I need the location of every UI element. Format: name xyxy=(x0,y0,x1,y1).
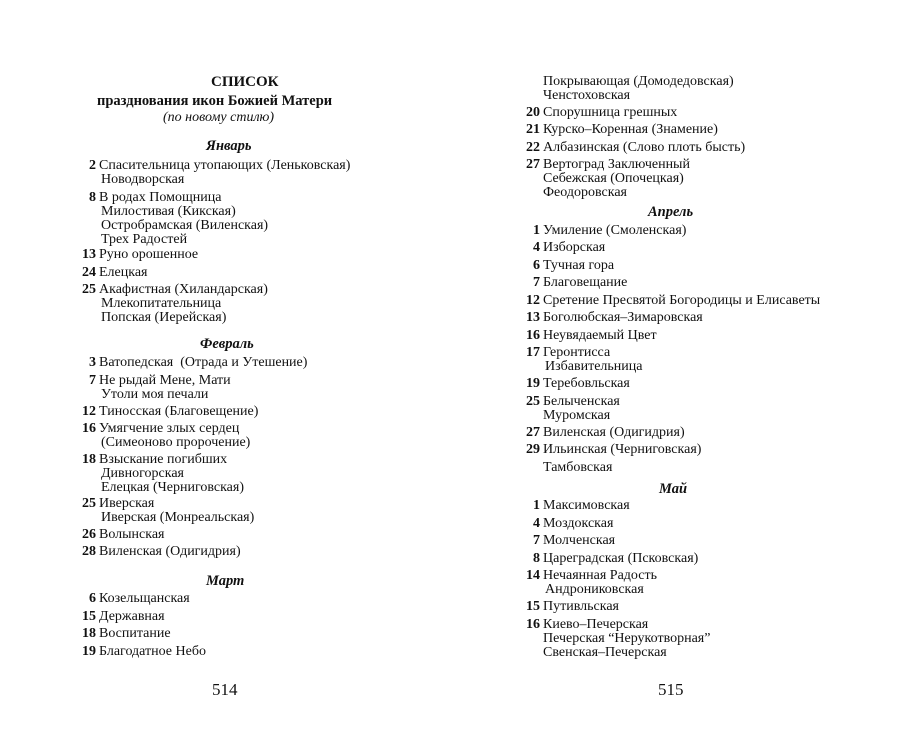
icon-name-line: Покрывающая (Домодедовская) xyxy=(543,74,734,89)
day-number: 16 xyxy=(526,617,540,632)
day-number: 17 xyxy=(526,345,540,360)
list-item xyxy=(81,266,148,280)
icon-name-line: Белыченская xyxy=(543,394,620,409)
icon-name-line: Себежская (Опочецкая) xyxy=(543,171,684,186)
list-item xyxy=(81,159,350,187)
day-number: 7 xyxy=(89,373,96,388)
icon-name-line: Изборская xyxy=(543,240,606,255)
day-number: 25 xyxy=(82,282,96,297)
list-item xyxy=(81,191,268,247)
list-item xyxy=(81,627,171,641)
icon-name-line: Взыскание погибших xyxy=(99,452,228,467)
list-item xyxy=(525,241,605,255)
icon-name-line: Молченская xyxy=(543,533,616,548)
icon-name-line: Ватопедская (Отрада и Утешение) xyxy=(99,355,308,370)
list-item xyxy=(525,377,630,391)
day-number: 13 xyxy=(526,310,540,325)
day-number: 12 xyxy=(526,293,540,308)
day-number: 19 xyxy=(526,376,540,391)
page-number: 515 xyxy=(658,680,684,699)
day-number: 24 xyxy=(82,265,96,280)
day-number: 8 xyxy=(533,551,540,566)
list-item xyxy=(81,405,258,419)
list-item xyxy=(81,356,307,370)
day-number: 4 xyxy=(533,516,540,531)
day-number: 6 xyxy=(89,591,96,606)
list-subtitle: празднования икон Божией Матери xyxy=(97,93,333,109)
icon-name-line: Благовещание xyxy=(543,275,628,290)
list-item xyxy=(81,645,206,659)
list-item xyxy=(525,106,677,120)
icon-name-line: Сретение Пресвятой Богородицы и Елисаветы xyxy=(543,293,821,308)
icon-name-line: Моздокская xyxy=(543,516,614,531)
icon-name-line: Милостивая (Кикская) xyxy=(101,204,236,219)
icon-name-line: Нечаянная Радость xyxy=(543,568,657,583)
icon-name-line: Муромская xyxy=(543,408,611,423)
icon-name-line: Руно орошенное xyxy=(99,247,199,262)
list-item xyxy=(525,569,657,597)
style-note: (по новому стилю) xyxy=(163,110,275,125)
icon-name-line: Теребовльская xyxy=(543,376,630,391)
day-number: 2 xyxy=(89,158,96,173)
icon-name-line: Спасительница утопающих (Леньковская) xyxy=(99,158,351,173)
list-item xyxy=(525,123,718,137)
day-number: 25 xyxy=(82,496,96,511)
list-item xyxy=(81,545,241,559)
day-number: 7 xyxy=(533,275,540,290)
icon-name-line: Киево–Печерская xyxy=(543,617,649,632)
icon-name-line: Виленская (Одигидрия) xyxy=(543,425,685,440)
month-heading: Май xyxy=(659,481,688,497)
icon-name-line: Виленская (Одигидрия) xyxy=(99,544,241,559)
list-item xyxy=(81,528,165,542)
icon-name-line: Козельщанская xyxy=(99,591,190,606)
icon-name-line: Елецкая xyxy=(99,265,148,280)
icon-name-line: Воспитание xyxy=(99,626,171,641)
list-item xyxy=(81,592,190,606)
list-item xyxy=(525,158,690,200)
list-item xyxy=(81,374,231,402)
list-item xyxy=(81,610,165,624)
icon-name-line: Умягчение злых сердец xyxy=(99,421,240,436)
day-number: 18 xyxy=(82,626,96,641)
list-item xyxy=(525,141,745,155)
list-item xyxy=(525,329,657,343)
icon-name-line: Свенская–Печерская xyxy=(543,645,667,660)
day-number: 16 xyxy=(526,328,540,343)
icon-name-line: Остробрамская (Виленская) xyxy=(101,218,269,233)
icon-name-line: Иверская xyxy=(99,496,155,511)
icon-name-line: (Симеоново пророчение) xyxy=(101,435,251,450)
icon-name-line: Иверская (Монреальская) xyxy=(101,510,255,525)
icon-name-line: Геронтисса xyxy=(543,345,611,360)
list-item xyxy=(525,311,703,325)
icon-name-line: Ильинская (Черниговская) xyxy=(543,442,702,457)
icon-name-line: Албазинская (Слово плоть бысть) xyxy=(543,140,746,155)
icon-name-line: Попская (Иерейская) xyxy=(101,310,227,325)
list-item xyxy=(525,534,615,548)
icon-name-line: Акафистная (Хиландарская) xyxy=(99,282,268,297)
icon-name-line: Спорушница грешных xyxy=(543,105,678,120)
list-item xyxy=(81,422,250,450)
day-number: 27 xyxy=(526,157,540,172)
icon-name-line: Феодоровская xyxy=(543,185,627,200)
day-number: 21 xyxy=(526,122,540,137)
list-item xyxy=(525,276,627,290)
icon-name-line: Утоли моя печали xyxy=(101,387,209,402)
day-number: 4 xyxy=(533,240,540,255)
icon-name-line: Не рыдай Мене, Мати xyxy=(99,373,231,388)
day-number: 8 xyxy=(89,190,96,205)
icon-name-line: Тамбовская xyxy=(543,460,613,475)
icon-name-line: Избавительница xyxy=(545,359,643,374)
day-number: 19 xyxy=(82,644,96,659)
day-number: 16 xyxy=(82,421,96,436)
day-number: 15 xyxy=(82,609,96,624)
icon-name-line: Неувядаемый Цвет xyxy=(543,328,657,343)
month-heading: Март xyxy=(206,573,245,589)
icon-name-line: В родах Помощница xyxy=(99,190,222,205)
icon-name-line: Дивногорская xyxy=(101,466,184,481)
month-heading: Апрель xyxy=(648,204,694,220)
icon-name-line: Умиление (Смоленская) xyxy=(543,223,687,238)
page-number: 514 xyxy=(212,680,238,699)
list-item xyxy=(81,497,254,525)
list-item xyxy=(525,259,614,273)
list-item-continued xyxy=(525,75,734,103)
day-number: 7 xyxy=(533,533,540,548)
icon-name-line: Ченстоховская xyxy=(543,88,631,103)
list-item xyxy=(525,552,698,566)
month-heading: Февраль xyxy=(200,336,254,352)
list-item xyxy=(525,499,630,513)
icon-name-line: Трех Радостей xyxy=(101,232,188,247)
day-number: 25 xyxy=(526,394,540,409)
icon-name-line: Боголюбская–Зимаровская xyxy=(543,310,703,325)
list-item xyxy=(525,395,620,423)
icon-name-line: Максимовская xyxy=(543,498,630,513)
day-number: 27 xyxy=(526,425,540,440)
day-number: 3 xyxy=(89,355,96,370)
icon-name-line: Вертоград Заключенный xyxy=(543,157,690,172)
day-number: 1 xyxy=(533,223,540,238)
day-number: 26 xyxy=(82,527,96,542)
list-item xyxy=(81,248,198,262)
list-item xyxy=(81,283,268,325)
list-item xyxy=(81,453,244,495)
icon-name-line: Елецкая (Черниговская) xyxy=(101,480,244,495)
list-item xyxy=(525,517,613,531)
icon-name-line: Печерская “Нерукотворная” xyxy=(543,631,711,646)
icon-name-line: Млекопитательница xyxy=(101,296,222,311)
list-item xyxy=(525,224,686,238)
day-number: 28 xyxy=(82,544,96,559)
list-item xyxy=(525,426,685,440)
list-item xyxy=(525,346,642,374)
day-number: 20 xyxy=(526,105,540,120)
list-item xyxy=(525,600,619,614)
list-title: СПИСОК xyxy=(211,74,279,90)
icon-name-line: Благодатное Небо xyxy=(99,644,206,659)
list-item xyxy=(525,294,820,308)
day-number: 12 xyxy=(82,404,96,419)
icon-name-line: Путивльская xyxy=(543,599,619,614)
list-item xyxy=(525,618,710,660)
icon-name-line: Тиносская (Благовещение) xyxy=(99,404,259,419)
day-number: 29 xyxy=(526,442,540,457)
day-number: 22 xyxy=(526,140,540,155)
day-number: 18 xyxy=(82,452,96,467)
icon-name-line: Курско–Коренная (Знамение) xyxy=(543,122,718,137)
day-number: 13 xyxy=(82,247,96,262)
day-number: 14 xyxy=(526,568,540,583)
day-number: 1 xyxy=(533,498,540,513)
month-heading: Январь xyxy=(206,138,252,154)
icon-name-line: Новодворская xyxy=(101,172,185,187)
day-number: 15 xyxy=(526,599,540,614)
icon-name-line: Державная xyxy=(99,609,165,624)
icon-name-line: Тучная гора xyxy=(543,258,615,273)
icon-name-line: Андрониковская xyxy=(545,582,644,597)
day-number: 6 xyxy=(533,258,540,273)
icon-name-line: Волынская xyxy=(99,527,165,542)
list-item xyxy=(525,443,701,475)
icon-name-line: Цареградская (Псковская) xyxy=(543,551,699,566)
